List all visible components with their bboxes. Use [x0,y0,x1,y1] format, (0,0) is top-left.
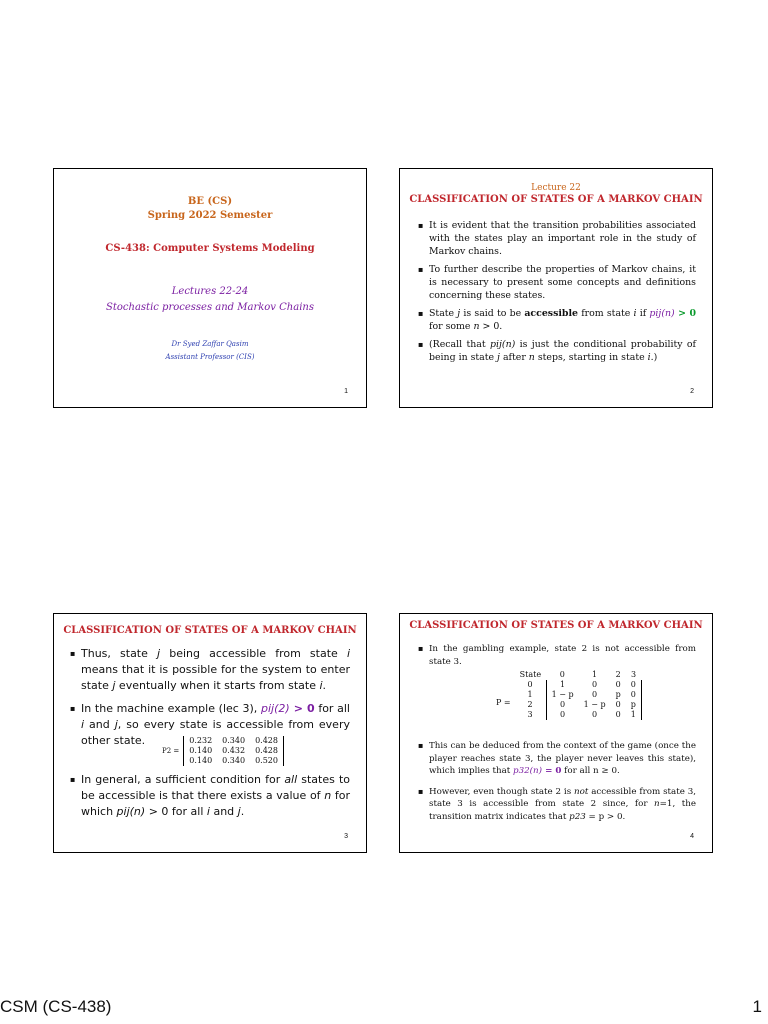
matrix-row [184,756,284,766]
matrix-cell: 0.432 [222,746,246,755]
lectures-label: Lectures 22-24 [171,286,249,297]
matrix-row [515,690,642,700]
footer-course: CSM (CS-438) [0,997,112,1016]
matrix-row [515,710,642,720]
page-number: 3 [344,833,348,840]
matrix-cell: 0 [615,680,621,689]
matrix-cell: 1 − p [583,700,606,709]
transition-matrix: P = State 0 1 2 3 0 1 0 0 0 1 1 − p 0 p 0 2 0 1 − p 0 p 3 0 0 0 1 [496,670,642,720]
bullet-2: ▪ In the machine example (lec 3), pij(2) > 0 for all i and j, so every state is accessible from every other state. [70,701,350,749]
slide-3 [53,613,367,853]
matrix-cell: 0.140 [189,746,213,755]
matrix-cell: 0 [626,680,642,690]
state-label: 3 [527,710,533,719]
matrix-cell: 0.428 [255,736,278,745]
state-label: 1 [527,690,533,699]
lecture-label: Lecture 22 [531,183,581,193]
matrix-cell: 1 − p [546,690,579,700]
bullet-1: ▪ It is evident that the transition probabilities associated with the states play an important role in the study of Markov chains. [418,219,696,258]
matrix-header-cell: State [519,670,542,679]
matrix-cell: 0 [592,690,598,699]
matrix-header-cell: 1 [592,670,598,679]
matrix-cell: 0 [626,690,642,700]
degree-label: BE (CS) [187,196,233,207]
state-label: 2 [527,700,533,709]
matrix-cell: 0.428 [255,746,278,755]
matrix-cell: 0.140 [189,756,213,765]
matrix-cell: 0 [615,700,621,709]
matrix-cell: 0.520 [255,756,278,765]
matrix-cell: 1 [546,680,579,690]
matrix-cell: 0.232 [189,736,213,745]
bullet-3: ▪ In general, a sufficient condition for all states to be accessible is that there exists a value of n for which pij(n) > 0 for all i and j. [70,772,350,820]
slide-2 [399,168,713,408]
author-position: Assistant Professor (CIS) [165,353,255,361]
slide-4 [399,613,713,853]
matrix-header-cell: 2 [615,670,621,679]
matrix-row [184,746,284,756]
bullet-3: ▪ State j is said to be accessible from state i if pij(n) > 0 for some n > 0. [418,307,696,333]
matrix-row [184,736,284,746]
matrix-cell: 0 [546,710,579,720]
matrix-cell: 1 [626,710,642,720]
matrix-cell: 0 [592,680,598,689]
matrix-header-cell: 0 [559,670,565,679]
matrix-row [515,680,642,690]
p2-matrix: P2 = 0.232 0.340 0.428 0.140 0.432 0.428 0.140 0.340 0.520 [162,736,284,766]
page-number: 4 [690,833,694,840]
matrix-header-cell: 3 [630,670,637,679]
bullet-3: ▪ However, even though state 2 is not accessible from state 3, state 3 is accessible from state 2 since, for n=1, the transition matrix indicates that p23 = p > 0. [418,786,696,824]
page-number: 2 [690,388,694,395]
matrix-cell: 0.340 [222,736,246,745]
semester-label: Spring 2022 Semester [147,210,273,221]
author-name: Dr Syed Zaffar Qasim [171,340,249,348]
bullet-4: ▪ (Recall that pij(n) is just the conditional probability of being in state j after n steps, starting in state i.) [418,338,696,364]
topic-label: Stochastic processes and Markov Chains [106,302,314,313]
footer-page-number: 1 [752,997,762,1016]
matrix-cell: p [626,700,642,710]
bullet-2: ▪ To further describe the properties of Markov chains, it is necessary to present some concepts and definitions concerning these states. [418,263,696,302]
matrix-cell: 0 [615,710,621,719]
page-number: 1 [344,388,348,395]
slide-title: CLASSIFICATION OF STATES OF A MARKOV CHAIN [63,625,357,636]
course-title: CS-438: Computer Systems Modeling [105,243,315,254]
matrix-cell: 0 [592,710,598,719]
bullet-2: ▪ This can be deduced from the context of the game (once the player reaches state 3, the player never leaves this state), which implies that p32(n) = 0 for all n ≥ 0. [418,740,696,778]
slide-title: CLASSIFICATION OF STATES OF A MARKOV CHAIN [409,620,703,631]
bullet-1: ▪ Thus, state j being accessible from state i means that it is possible for the system to enter state j eventually when it starts from state i. [70,646,350,694]
matrix-cell: 0.340 [222,756,246,765]
slide-title: CLASSIFICATION OF STATES OF A MARKOV CHAIN [409,194,703,205]
bullet-1: ▪ In the gambling example, state 2 is not accessible from state 3. [418,643,696,668]
matrix-row [515,700,642,710]
matrix-cell: p [615,690,621,699]
state-label: 0 [527,680,533,689]
matrix-cell: 0 [546,700,579,710]
slide-1 [53,168,367,408]
